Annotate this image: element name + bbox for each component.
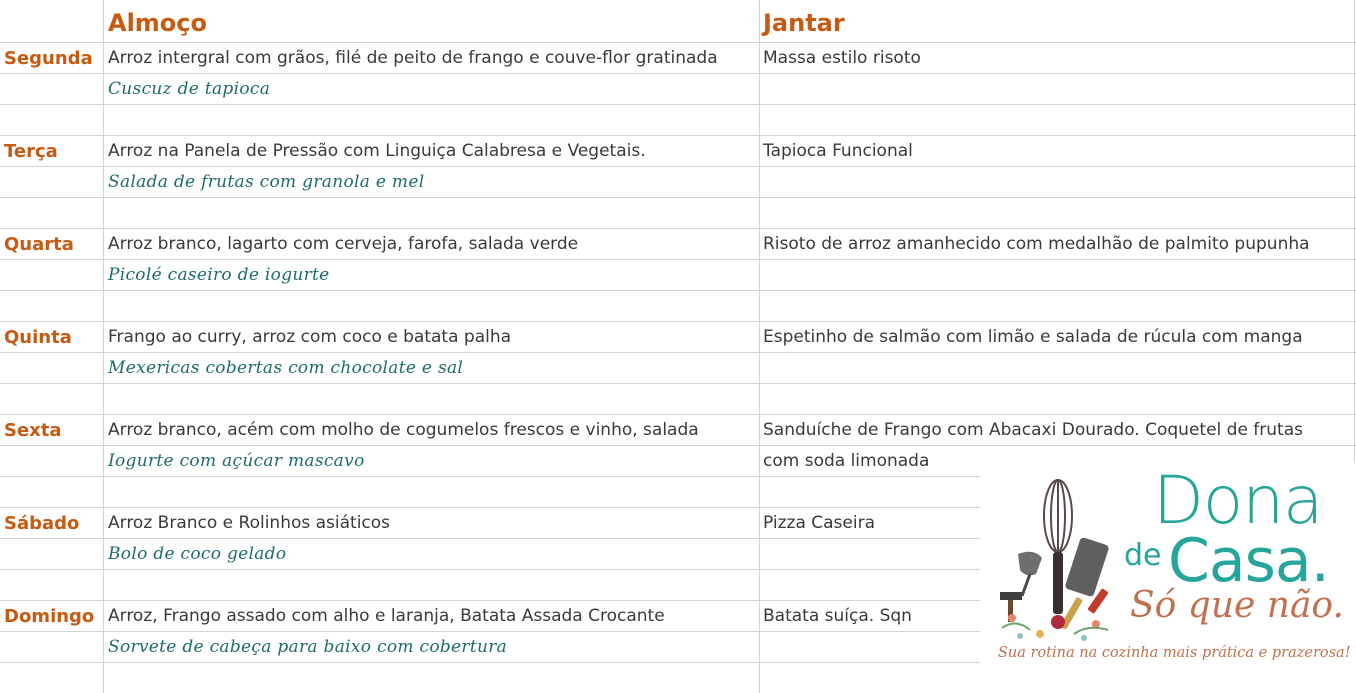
dinner-cell[interactable]: Sanduíche de Frango com Abacaxi Dourado. Coquetel de frutas	[763, 420, 1303, 440]
dessert-cell[interactable]: Cuscuz de tapioca	[108, 79, 271, 99]
day-label[interactable]: Domingo	[4, 606, 95, 627]
lunch-cell[interactable]: Arroz na Panela de Pressão com Linguiça Calabresa e Vegetais.	[108, 141, 646, 161]
dinner-cell[interactable]: Pizza Caseira	[763, 513, 876, 533]
lunch-cell[interactable]: Arroz branco, acém com molho de cogumelos frescos e vinho, salada	[108, 420, 699, 440]
dinner-cell[interactable]: Batata suíça. Sqn	[763, 606, 912, 626]
day-label[interactable]: Terça	[4, 141, 58, 162]
header-dinner[interactable]: Jantar	[763, 9, 845, 37]
brand-logo	[980, 462, 1356, 693]
dinner-cell[interactable]: Tapioca Funcional	[763, 141, 913, 161]
lunch-cell[interactable]: Arroz branco, lagarto com cerveja, farofa, salada verde	[108, 234, 579, 254]
whisk-and-kitchen-utensils-icon	[996, 478, 1116, 648]
lunch-cell[interactable]: Frango ao curry, arroz com coco e batata palha	[108, 327, 512, 347]
logo-text-so-que-nao: Só que não.	[1130, 585, 1344, 626]
lunch-cell[interactable]: Arroz, Frango assado com alho e laranja, Batata Assada Crocante	[108, 606, 665, 626]
lunch-cell[interactable]: Arroz intergral com grãos, filé de peito de frango e couve-flor gratinada	[108, 48, 718, 68]
dessert-cell[interactable]: Picolé caseiro de iogurte	[108, 265, 330, 285]
dessert-cell[interactable]: Salada de frutas com granola e mel	[108, 172, 425, 192]
dinner-cell-continued[interactable]: com soda limonada	[763, 451, 930, 471]
logo-text-casa: Casa.	[1168, 526, 1329, 596]
dessert-cell[interactable]: Mexericas cobertas com chocolate e sal	[108, 358, 464, 378]
dinner-cell[interactable]: Risoto de arroz amanhecido com medalhão de palmito pupunha	[763, 234, 1310, 254]
day-label[interactable]: Segunda	[4, 48, 93, 69]
day-label[interactable]: Sexta	[4, 420, 62, 441]
logo-text-de: de	[1124, 538, 1162, 573]
logo-text-dona: Dona	[1153, 462, 1323, 539]
day-label[interactable]: Quinta	[4, 327, 72, 348]
day-label[interactable]: Sábado	[4, 513, 80, 534]
dessert-cell[interactable]: Sorvete de cabeça para baixo com cobertura	[108, 637, 508, 657]
dessert-cell[interactable]: Bolo de coco gelado	[108, 544, 287, 564]
header-lunch[interactable]: Almoço	[108, 9, 208, 37]
logo-tagline: Sua rotina na cozinha mais prática e prazerosa!	[998, 645, 1351, 661]
dinner-cell[interactable]: Espetinho de salmão com limão e salada de rúcula com manga	[763, 327, 1303, 347]
lunch-cell[interactable]: Arroz Branco e Rolinhos asiáticos	[108, 513, 391, 533]
day-label[interactable]: Quarta	[4, 234, 74, 255]
dinner-cell[interactable]: Massa estilo risoto	[763, 48, 921, 68]
dessert-cell[interactable]: Iogurte com açúcar mascavo	[108, 451, 365, 471]
